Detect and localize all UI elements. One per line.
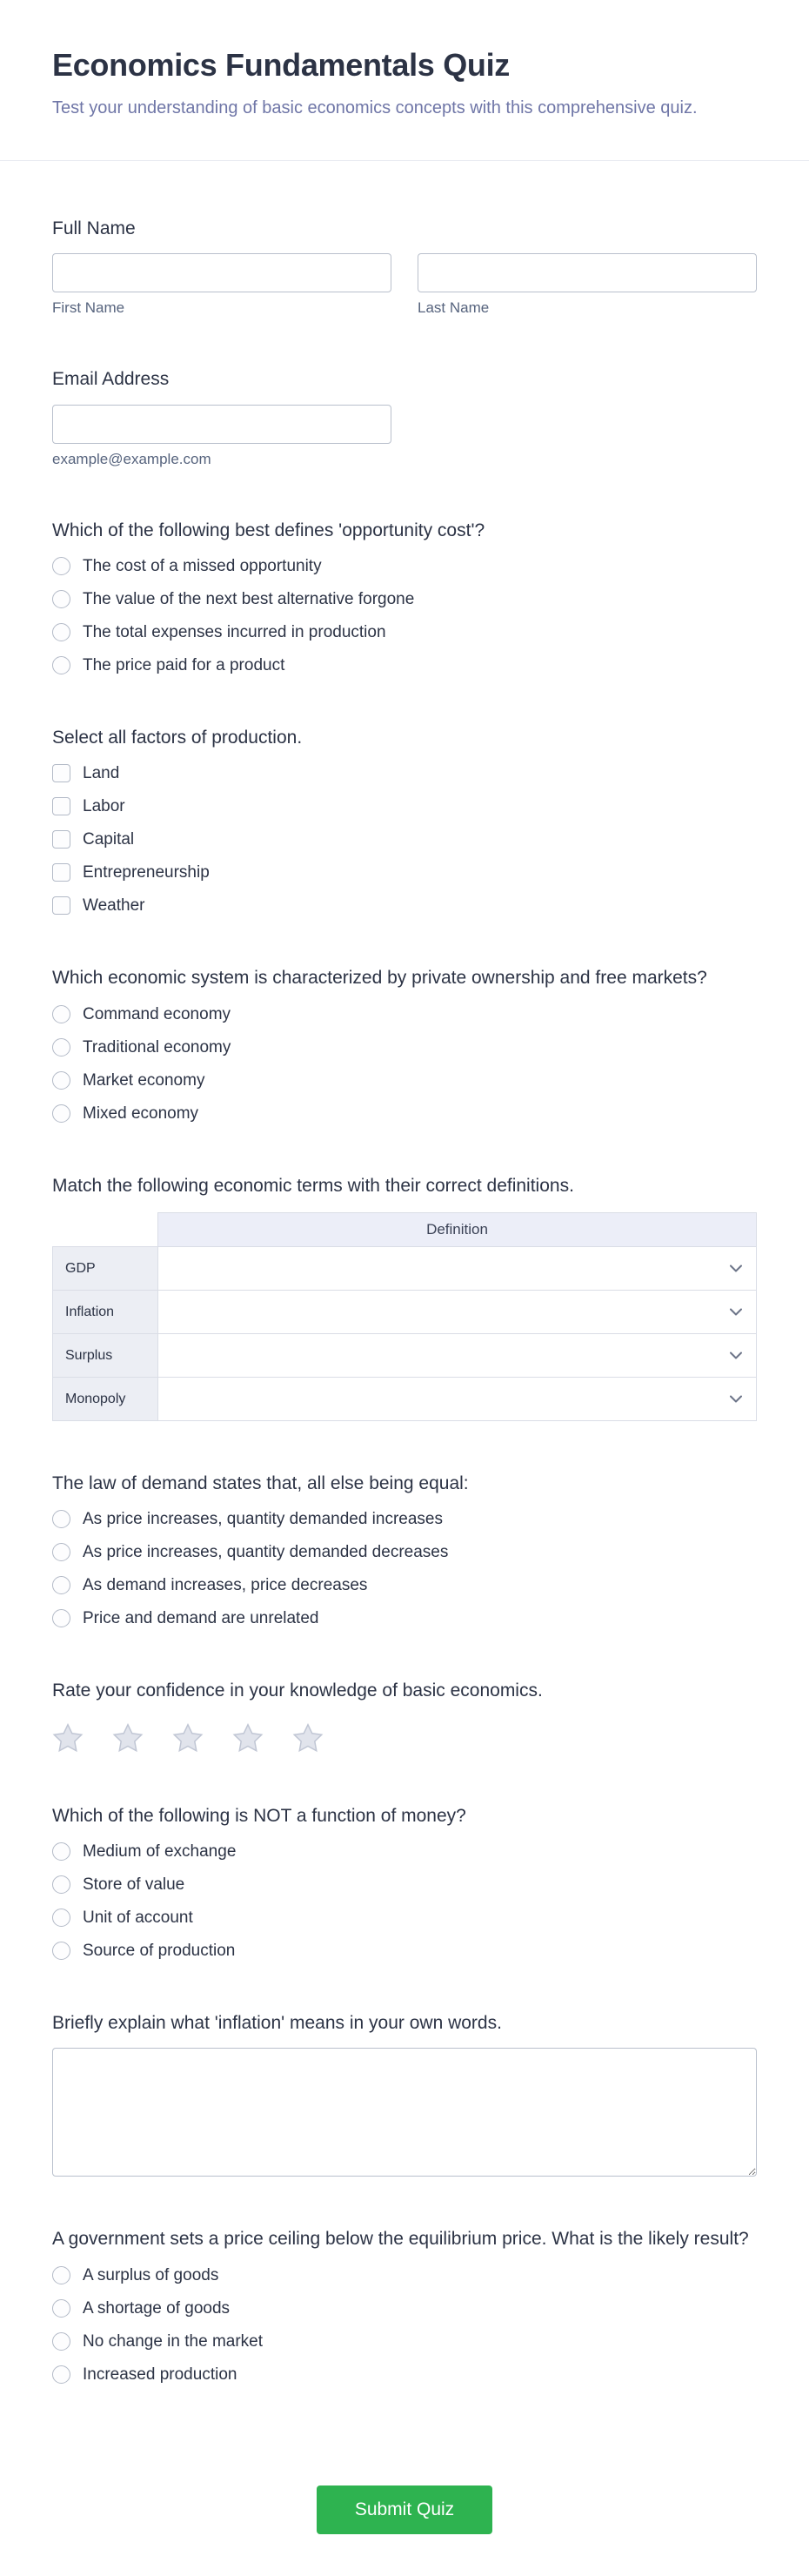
definition-dropdown-monopoly[interactable] (158, 1378, 757, 1421)
form-body (0, 161, 809, 2576)
radio-option-row[interactable] (52, 1037, 757, 1057)
table-row (53, 1247, 757, 1291)
checkbox-option-label: Labor (83, 797, 125, 816)
radio-option-row[interactable] (52, 2365, 757, 2385)
radio-option-label: As demand increases, price decreases (83, 1576, 368, 1595)
radio-option-row[interactable] (52, 655, 757, 675)
radio-button[interactable] (52, 557, 70, 575)
radio-button[interactable] (52, 1038, 70, 1057)
radio-option-label: Store of value (83, 1875, 185, 1895)
star-icon[interactable] (232, 1723, 264, 1754)
first-name-sublabel: First Name (52, 299, 125, 317)
question-label: The law of demand states that, all else being equal: (52, 1473, 469, 1494)
radio-option-row[interactable] (52, 589, 757, 609)
radio-option-label: Market economy (83, 1070, 205, 1090)
checkbox-option-row[interactable] (52, 862, 757, 882)
radio-option-label: The price paid for a product (83, 656, 285, 675)
checkbox-option-row[interactable] (52, 896, 757, 916)
radio-option-row[interactable] (52, 1542, 757, 1562)
table-row (53, 1378, 757, 1421)
question-label: Match the following economic terms with their correct definitions. (52, 1175, 574, 1196)
radio-option-label: Mixed economy (83, 1104, 199, 1123)
radio-button[interactable] (52, 1071, 70, 1090)
radio-option-label: No change in the market (83, 2331, 264, 2351)
radio-button[interactable] (52, 2266, 70, 2284)
radio-button[interactable] (52, 1576, 70, 1594)
checkbox-option-label: Land (83, 764, 120, 783)
question-label: A government sets a price ceiling below the equilibrium price. What is the likely result? (52, 2229, 749, 2250)
radio-option-label: The cost of a missed opportunity (83, 557, 322, 576)
radio-button[interactable] (52, 590, 70, 608)
radio-option-row[interactable] (52, 2331, 757, 2351)
match-row-label-gdp: GDP (53, 1247, 158, 1291)
radio-option-label: Unit of account (83, 1909, 193, 1928)
radio-option-row[interactable] (52, 1941, 757, 1961)
radio-option-label: As price increases, quantity demanded decreases (83, 1543, 449, 1562)
checkbox-option-row[interactable] (52, 829, 757, 849)
checkbox[interactable] (52, 896, 70, 915)
radio-button[interactable] (52, 1510, 70, 1528)
question-confidence-rating (52, 1679, 757, 1753)
radio-option-label: Increased production (83, 2365, 237, 2384)
inflation-textarea[interactable] (52, 2048, 757, 2177)
question-money-function (52, 1804, 757, 1961)
radio-option-label: As price increases, quantity demanded increases (83, 1510, 444, 1529)
question-label: Rate your confidence in your knowledge of basic economics. (52, 1680, 543, 1701)
radio-option-row[interactable] (52, 1104, 757, 1124)
star-icon[interactable] (172, 1723, 204, 1754)
checkbox[interactable] (52, 830, 70, 849)
field-full-name (52, 217, 757, 317)
first-name-col (52, 253, 391, 317)
radio-button[interactable] (52, 2365, 70, 2384)
field-email (52, 367, 757, 467)
chevron-down-icon (730, 1395, 742, 1403)
radio-button[interactable] (52, 1609, 70, 1627)
checkbox[interactable] (52, 764, 70, 782)
radio-button[interactable] (52, 1104, 70, 1123)
last-name-input[interactable] (418, 253, 757, 292)
form-title: Economics Fundamentals Quiz (52, 47, 510, 83)
email-label: Email Address (52, 369, 170, 390)
question-explain-inflation (52, 2011, 757, 2177)
radio-option-label: Command economy (83, 1004, 231, 1023)
email-sublabel: example@example.com (52, 450, 211, 467)
radio-button[interactable] (52, 656, 70, 674)
full-name-label: Full Name (52, 218, 136, 238)
radio-button[interactable] (52, 1942, 70, 1960)
radio-option-row[interactable] (52, 1509, 757, 1529)
definition-dropdown-surplus[interactable] (158, 1334, 757, 1378)
match-row-label-inflation: Inflation (53, 1291, 158, 1334)
match-table-corner (53, 1213, 158, 1247)
name-inputs-row (52, 253, 757, 317)
definition-dropdown-gdp[interactable] (158, 1247, 757, 1291)
radio-option-row[interactable] (52, 1575, 757, 1595)
checkbox[interactable] (52, 863, 70, 882)
match-table-header-row (53, 1213, 757, 1247)
radio-button[interactable] (52, 2332, 70, 2351)
star-icon[interactable] (292, 1723, 324, 1754)
radio-option-label: Traditional economy (83, 1037, 231, 1057)
match-row-label-surplus: Surplus (53, 1334, 158, 1378)
radio-option-label: Medium of exchange (83, 1842, 237, 1862)
question-opportunity-cost (52, 519, 757, 675)
radio-button[interactable] (52, 623, 70, 641)
radio-option-label: A shortage of goods (83, 2298, 231, 2318)
submit-row (52, 2485, 757, 2576)
question-label: Which of the following best defines 'opportunity cost'? (52, 520, 485, 540)
radio-option-label: A surplus of goods (83, 2265, 219, 2284)
radio-button[interactable] (52, 2299, 70, 2318)
star-icon[interactable] (112, 1723, 144, 1754)
form-subtitle: Test your understanding of basic economics concepts with this comprehensive quiz. (52, 98, 698, 117)
submit-button[interactable]: Submit Quiz (317, 2485, 492, 2534)
radio-button[interactable] (52, 1543, 70, 1561)
question-price-ceiling (52, 2227, 757, 2384)
star-icon[interactable] (52, 1723, 84, 1754)
first-name-input[interactable] (52, 253, 391, 292)
checkbox[interactable] (52, 797, 70, 815)
radio-option-label: The value of the next best alternative forgone (83, 590, 415, 609)
question-match-terms (52, 1174, 757, 1421)
question-factors-of-production (52, 726, 757, 916)
match-row-label-monopoly: Monopoly (53, 1378, 158, 1421)
email-input[interactable] (52, 405, 391, 444)
match-table (52, 1212, 757, 1421)
radio-option-row[interactable] (52, 1608, 757, 1628)
radio-option-row[interactable] (52, 2298, 757, 2318)
radio-option-row[interactable] (52, 556, 757, 576)
question-label: Which economic system is characterized by private ownership and free markets? (52, 968, 707, 989)
match-column-header: Definition (158, 1213, 757, 1247)
last-name-col (418, 253, 757, 317)
table-row (53, 1334, 757, 1378)
checkbox-option-label: Entrepreneurship (83, 863, 210, 882)
chevron-down-icon (730, 1352, 742, 1359)
checkbox-option-row[interactable] (52, 796, 757, 816)
question-law-of-demand (52, 1472, 757, 1628)
radio-option-row[interactable] (52, 1908, 757, 1928)
chevron-down-icon (730, 1308, 742, 1316)
table-row (53, 1291, 757, 1334)
form-header (0, 0, 809, 161)
radio-option-label: The total expenses incurred in production (83, 623, 386, 642)
radio-option-row[interactable] (52, 1841, 757, 1862)
question-label: Select all factors of production. (52, 728, 303, 748)
radio-button[interactable] (52, 1875, 70, 1894)
radio-option-label: Price and demand are unrelated (83, 1609, 319, 1628)
radio-option-row[interactable] (52, 1070, 757, 1090)
chevron-down-icon (730, 1265, 742, 1272)
radio-button[interactable] (52, 1005, 70, 1023)
last-name-sublabel: Last Name (418, 299, 490, 317)
radio-button[interactable] (52, 1842, 70, 1861)
question-label: Which of the following is NOT a function of money? (52, 1805, 466, 1826)
question-economic-system (52, 966, 757, 1123)
checkbox-option-row[interactable] (52, 763, 757, 783)
checkbox-option-label: Weather (83, 896, 145, 916)
radio-option-label: Source of production (83, 1942, 236, 1961)
checkbox-option-label: Capital (83, 830, 135, 849)
radio-option-row[interactable] (52, 1875, 757, 1895)
radio-button[interactable] (52, 1909, 70, 1927)
star-rating (52, 1723, 757, 1754)
question-label: Briefly explain what 'inflation' means in your own words. (52, 2013, 502, 2034)
radio-option-row[interactable] (52, 1004, 757, 1024)
definition-dropdown-inflation[interactable] (158, 1291, 757, 1334)
radio-option-row[interactable] (52, 622, 757, 642)
radio-option-row[interactable] (52, 2265, 757, 2285)
